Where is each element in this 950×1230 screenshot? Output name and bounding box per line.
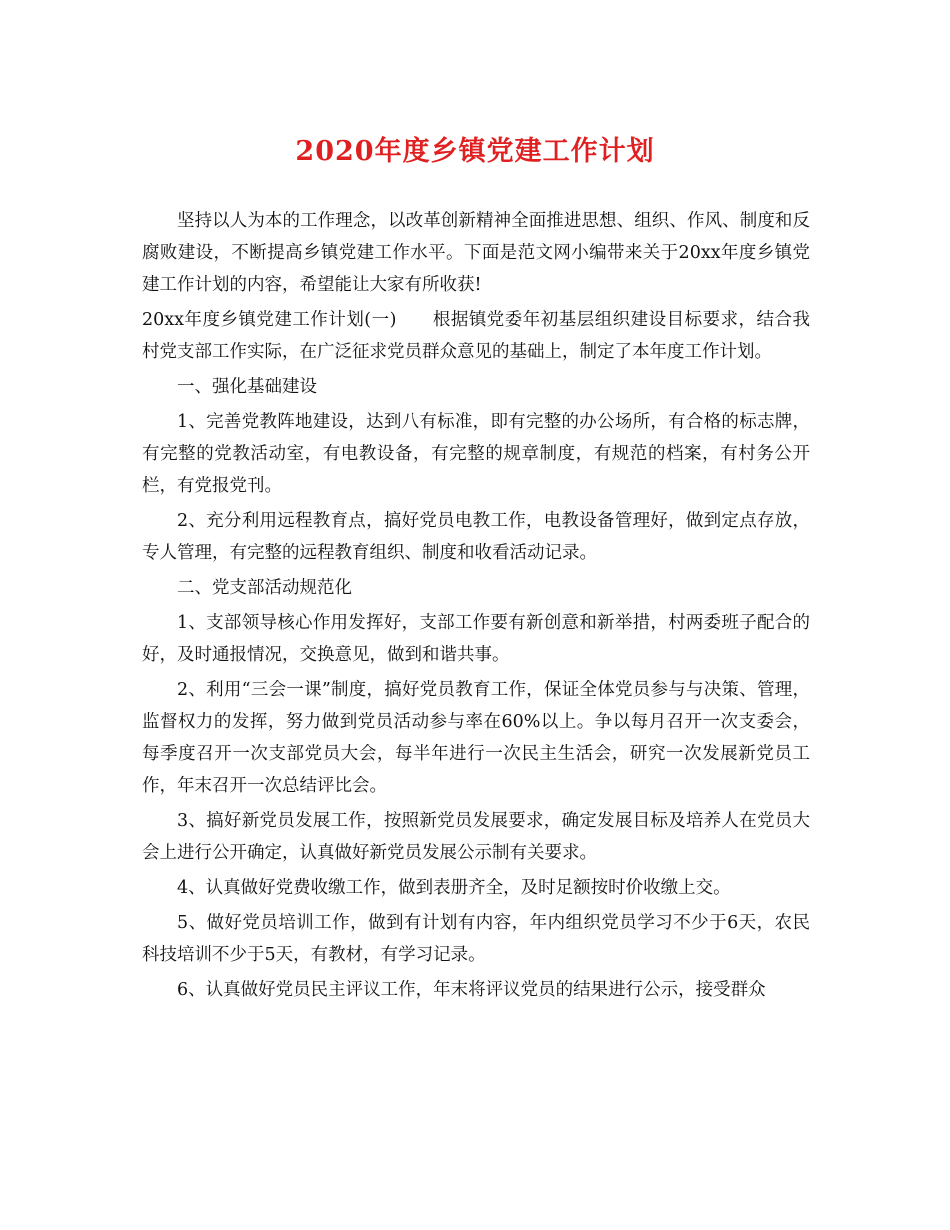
paragraph-item: 3、搞好新党员发展工作，按照新党员发展要求，确定发展目标及培养人在党员大会上进行公开确定，认真做好新党员发展公示制有关要求。 (142, 811, 810, 863)
section-heading-branch-activities: 二、党支部活动规范化 (177, 578, 352, 598)
paragraph-intro: 坚持以人为本的工作理念，以改革创新精神全面推进思想、组织、作风、制度和反腐败建设，不断提高乡镇党建工作水平。下面是范文网小编带来关于20xx年度乡镇党建工作计划的内容，希望能让大家有所收获! (142, 211, 810, 295)
section-heading-foundation: 一、强化基础建设 (177, 377, 317, 397)
paragraph-item: 6、认真做好党员民主评议工作，年末将评议党员的结果进行公示，接受群众 (177, 980, 766, 1000)
paragraph-item: 5、做好党员培训工作，做到有计划有内容，年内组织党员学习不少于6天，农民科技培训不少于5天，有教材，有学习记录。 (142, 913, 810, 965)
paragraph-item: 2、充分利用远程教育点，搞好党员电教工作，电教设备管理好，做到定点存放，专人管理，有完整的远程教育组织、制度和收看活动记录。 (142, 511, 810, 563)
document-title: 2020年度乡镇党建工作计划 (295, 136, 655, 167)
paragraph-item: 4、认真做好党费收缴工作，做到表册齐全，及时足额按时价收缴上交。 (177, 878, 731, 898)
paragraph-item: 1、完善党教阵地建设，达到八有标准，即有完整的办公场所，有合格的标志牌，有完整的党教活动室，有电教设备，有完整的规章制度，有规范的档案，有村务公开栏，有党报党刊。 (142, 412, 810, 496)
paragraph-item: 1、支部领导核心作用发挥好，支部工作要有新创意和新举措，村两委班子配合的好，及时通报情况，交换意见，做到和谐共事。 (142, 613, 810, 665)
paragraph-item: 2、利用“三会一课”制度，搞好党员教育工作，保证全体党员参与与决策、管理，监督权力的发挥，努力做到党员活动参与率在60%以上。争以每月召开一次支委会，每季度召开一次支部党员大会，每半年进行一次民主生活会，研究一次发展新党员工作，年末召开一次总结评比会。 (142, 680, 810, 796)
paragraph-plan-one: 20xx年度乡镇党建工作计划(一) 根据镇党委年初基层组织建设目标要求，结合我村党支部工作实际，在广泛征求党员群众意见的基础上，制定了本年度工作计划。 (142, 310, 810, 362)
document-body (142, 205, 810, 1009)
